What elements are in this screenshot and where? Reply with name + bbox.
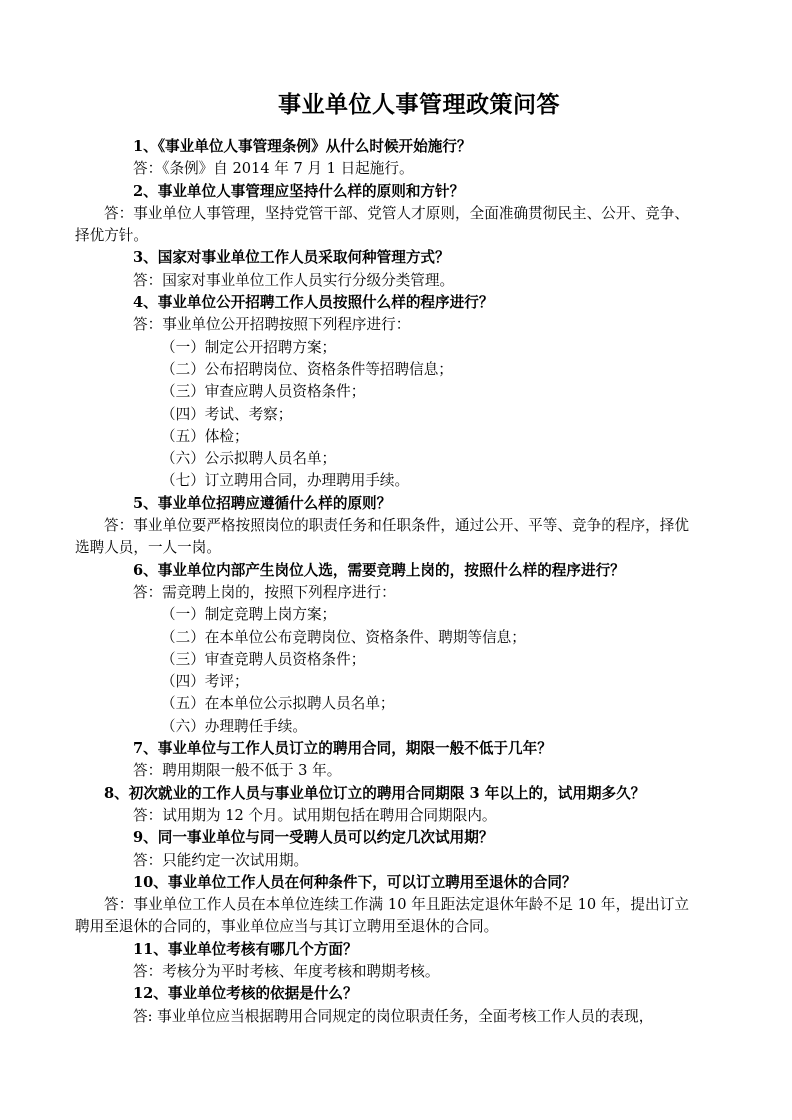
answer-9: 答：只能约定一次试用期。 xyxy=(133,851,309,869)
answer-4-item-5: （五）体检； xyxy=(161,427,249,445)
answer-4-item-7: （七）订立聘用合同，办理聘用手续。 xyxy=(161,472,410,490)
question-4: 4、事业单位公开招聘工作人员按照什么样的程序进行？ xyxy=(133,294,494,312)
qa-content xyxy=(75,136,689,1028)
question-9: 9、同一事业单位与同一受聘人员可以约定几次试用期？ xyxy=(133,829,494,847)
answer-3: 答：国家对事业单位工作人员实行分级分类管理。 xyxy=(133,271,455,289)
question-8: 8、初次就业的工作人员与事业单位订立的聘用合同期限 3 年以上的，试用期多久？ xyxy=(104,784,646,802)
answer-6-item-4: （四）考评； xyxy=(161,673,249,691)
question-2: 2、事业单位人事管理应坚持什么样的原则和方针？ xyxy=(133,182,465,200)
answer-5: 答：事业单位要严格按照岗位的职责任务和任职条件，通过公开、平等、竞争的程序，择优选聘人员，一人一岗。 xyxy=(75,517,689,557)
question-6: 6、事业单位内部产生岗位人选，需要竞聘上岗的，按照什么样的程序进行？ xyxy=(133,561,625,579)
answer-7: 答：聘用期限一般不低于 3 年。 xyxy=(133,762,342,780)
question-12: 12、事业单位考核的依据是什么？ xyxy=(133,985,358,1003)
answer-12: 答: 事业单位应当根据聘用合同规定的岗位职责任务，全面考核工作人员的表现， xyxy=(133,1007,654,1025)
answer-1: 答：《条例》自 2014 年 7 月 1 日起施行。 xyxy=(133,160,414,178)
answer-6-item-3: （三）审查竞聘人员资格条件； xyxy=(161,650,366,668)
answer-4-item-3: （三）审查应聘人员资格条件； xyxy=(161,383,366,401)
question-3: 3、国家对事业单位工作人员采取何种管理方式？ xyxy=(133,249,450,267)
question-5: 5、事业单位招聘应遵循什么样的原则？ xyxy=(133,494,392,512)
answer-6-item-5: （五）在本单位公示拟聘人员名单； xyxy=(161,695,395,713)
answer-11: 答：考核分为平时考核、年度考核和聘期考核。 xyxy=(133,962,440,980)
question-11: 11、事业单位考核有哪几个方面？ xyxy=(133,940,358,958)
question-10: 10、事业单位工作人员在何种条件下，可以订立聘用至退休的合同？ xyxy=(133,873,577,891)
answer-10: 答：事业单位工作人员在本单位连续工作满 10 年且距法定退休年龄不足 10 年，提出订立聘用至退休的合同的，事业单位应当与其订立聘用至退休的合同。 xyxy=(75,896,689,936)
answer-4-item-6: （六）公示拟聘人员名单； xyxy=(161,450,337,468)
question-1: 1、《事业单位人事管理条例》从什么时候开始施行？ xyxy=(133,138,472,155)
answer-6-item-6: （六）办理聘任手续。 xyxy=(161,717,307,735)
answer-8: 答：试用期为 12 个月。试用期包括在聘用合同期限内。 xyxy=(133,806,497,824)
question-7: 7、事业单位与工作人员订立的聘用合同，期限一般不低于几年？ xyxy=(133,740,552,758)
answer-4-item-4: （四）考试、考察； xyxy=(161,405,293,423)
answer-4-item-1: （一）制定公开招聘方案； xyxy=(161,338,337,356)
answer-6: 答：需竞聘上岗的，按照下列程序进行： xyxy=(133,583,396,601)
answer-6-item-2: （二）在本单位公布竞聘岗位、资格条件、聘期等信息； xyxy=(161,628,526,646)
answer-4-item-2: （二）公布招聘岗位、资格条件等招聘信息； xyxy=(161,360,453,378)
answer-2: 答：事业单位人事管理，坚持党管干部、党管人才原则，全面准确贯彻民主、公开、竞争、择优方针。 xyxy=(75,204,689,245)
answer-6-item-1: （一）制定竞聘上岗方案； xyxy=(161,606,337,624)
answer-4: 答：事业单位公开招聘按照下列程序进行： xyxy=(133,316,411,334)
document-title: 事业单位人事管理政策问答 xyxy=(278,91,560,118)
